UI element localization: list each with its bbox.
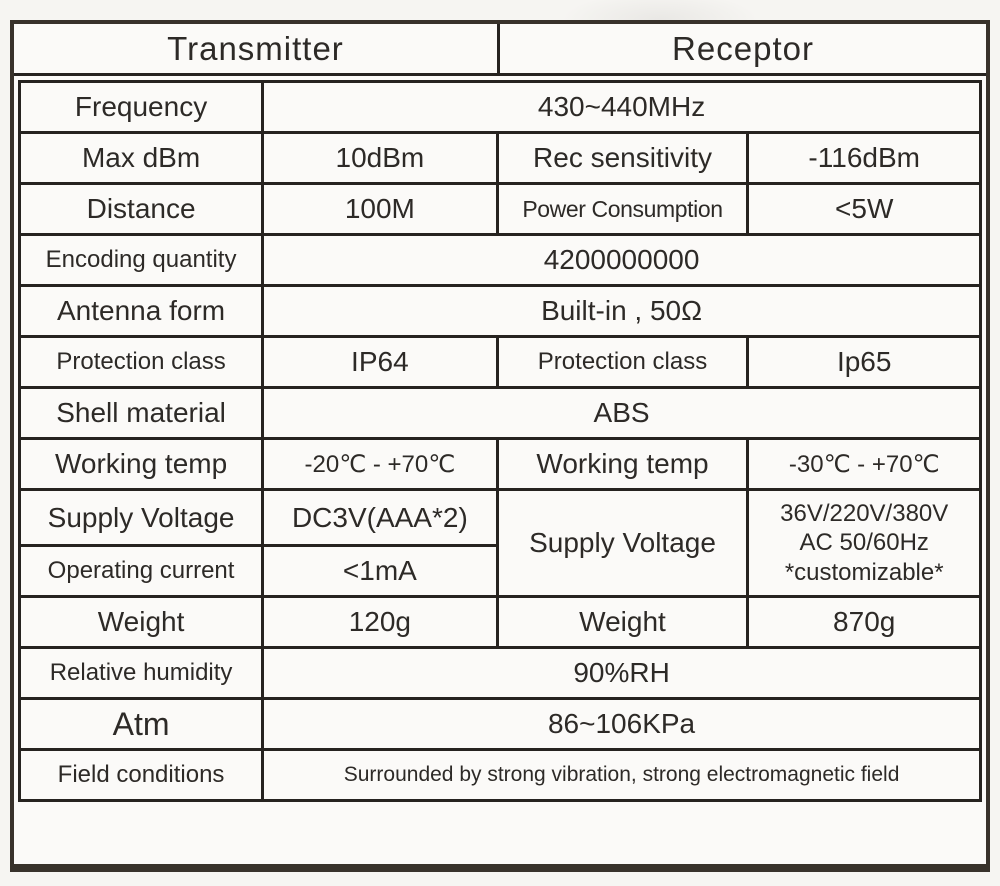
supply-voltage-line-2: AC 50/60Hz <box>799 529 929 557</box>
power-consumption-label: Power Consumption <box>497 184 748 235</box>
supply-voltage-tx-label: Supply Voltage <box>20 490 263 546</box>
supply-voltage-tx-value: DC3V(AAA*2) <box>263 490 497 546</box>
supply-voltage-line-1: 36V/220V/380V <box>780 500 949 528</box>
row-weight <box>20 597 981 648</box>
shell-material-value: ABS <box>263 388 981 439</box>
encoding-quantity-label: Encoding quantity <box>20 235 263 286</box>
row-max-dbm <box>20 133 981 184</box>
working-temp-rx-value: -30℃ - +70℃ <box>748 439 981 490</box>
atm-label: Atm <box>20 699 263 750</box>
row-protection <box>20 337 981 388</box>
protection-class-rx-value: Ip65 <box>748 337 981 388</box>
distance-value: 100M <box>263 184 497 235</box>
row-antenna <box>20 286 981 337</box>
protection-class-rx-label: Protection class <box>497 337 748 388</box>
weight-rx-label: Weight <box>497 597 748 648</box>
operating-current-value: <1mA <box>263 546 497 597</box>
working-temp-tx-value: -20℃ - +70℃ <box>263 439 497 490</box>
table-header-row <box>14 24 986 76</box>
row-atm <box>20 699 981 750</box>
row-field-conditions <box>20 750 981 801</box>
header-receptor: Receptor <box>672 29 814 67</box>
protection-class-tx-value: IP64 <box>263 337 497 388</box>
header-transmitter: Transmitter <box>14 24 500 73</box>
frequency-label: Frequency <box>20 82 263 133</box>
working-temp-rx-label: Working temp <box>497 439 748 490</box>
antenna-form-label: Antenna form <box>20 286 263 337</box>
power-consumption-value: <5W <box>748 184 981 235</box>
weight-tx-label: Weight <box>20 597 263 648</box>
atm-value: 86~106KPa <box>263 699 981 750</box>
row-working-temp <box>20 439 981 490</box>
protection-class-tx-label: Protection class <box>20 337 263 388</box>
row-supply-voltage <box>20 490 981 546</box>
relative-humidity-label: Relative humidity <box>20 648 263 699</box>
operating-current-label: Operating current <box>20 546 263 597</box>
rec-sensitivity-value: -116dBm <box>748 133 981 184</box>
frequency-value: 430~440MHz <box>263 82 981 133</box>
field-conditions-label: Field conditions <box>20 750 263 801</box>
rec-sensitivity-label: Rec sensitivity <box>497 133 748 184</box>
row-humidity <box>20 648 981 699</box>
distance-label: Distance <box>20 184 263 235</box>
max-dbm-value: 10dBm <box>263 133 497 184</box>
weight-rx-value: 870g <box>748 597 981 648</box>
row-frequency <box>20 82 981 133</box>
row-distance <box>20 184 981 235</box>
row-shell <box>20 388 981 439</box>
field-conditions-value: Surrounded by strong vibration, strong electromagnetic field <box>263 750 981 801</box>
spec-table-frame <box>10 20 990 872</box>
spec-table <box>18 80 982 802</box>
max-dbm-label: Max dBm <box>20 133 263 184</box>
supply-voltage-line-3: *customizable* <box>784 558 944 586</box>
relative-humidity-value: 90%RH <box>263 648 981 699</box>
supply-voltage-rx-label: Supply Voltage <box>497 490 748 597</box>
working-temp-tx-label: Working temp <box>20 439 263 490</box>
supply-voltage-rx-value <box>748 490 981 597</box>
encoding-quantity-value: 4200000000 <box>263 235 981 286</box>
weight-tx-value: 120g <box>263 597 497 648</box>
shell-material-label: Shell material <box>20 388 263 439</box>
row-encoding <box>20 235 981 286</box>
antenna-form-value: Built-in , 50Ω <box>263 286 981 337</box>
